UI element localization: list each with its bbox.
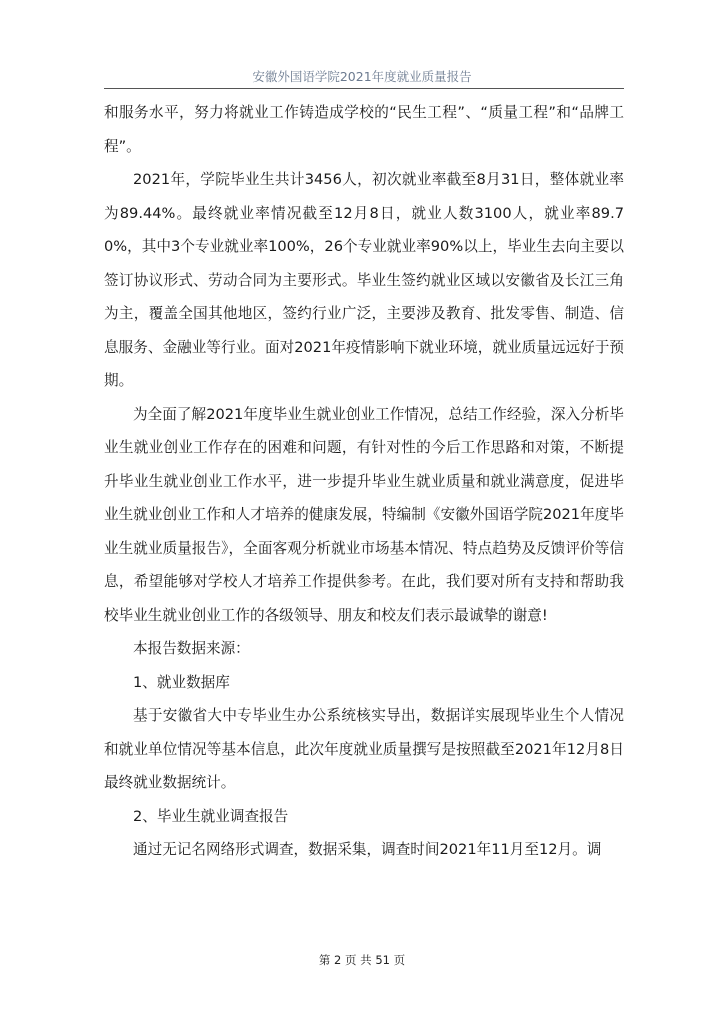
page-header: 安徽外国语学院2021年度就业质量报告 xyxy=(252,69,472,84)
paragraph-employment-summary: 2021年，学院毕业生共计3456人，初次就业率截至8月31日，整体就业率为89.44%。最终就业率情况截至12月8日，就业人数3100人，就业率89.70%，其中3个专业就业率100%，26个专业就业率90%以上，毕业生去向主要以签订协议形式、劳动合同为主要形式。毕业生签约就业区域以安徽省及长江三角为主，覆盖全国其他地区，签约行业广泛，主要涉及教育、批发零售、制造、信息服务、金融业等行业。面对2021年疫情影响下就业环境，就业质量远远好于预期。 xyxy=(104,171,624,389)
data-sources-heading: 本报告数据来源： xyxy=(133,640,250,657)
document-body xyxy=(104,96,624,867)
paragraph-report-purpose: 为全面了解2021年度毕业生就业创业工作情况，总结工作经验，深入分析毕业生就业创业工作存在的困难和问题，有针对性的今后工作思路和对策，不断提升毕业生就业创业工作水平，进一步提升毕业生就业质量和就业满意度，促进毕业生就业创业工作和人才培养的健康发展，特编制《安徽外国语学院2021年度毕业生就业质量报告》，全面客观分析就业市场基本情况、特点趋势及反馈评价等信息，希望能够对学校人才培养工作提供参考。在此，我们要对所有支持和帮助我校毕业生就业创业工作的各级领导、朋友和校友们表示最诚挚的谢意! xyxy=(104,405,624,624)
header-divider xyxy=(104,88,624,89)
paragraph-continuation: 和服务水平，努力将就业工作铸造成学校的“民生工程”、“质量工程”和“品牌工程”。 xyxy=(104,104,624,155)
page-number: 第 2 页 共 51 页 xyxy=(318,953,406,967)
paragraph-database-description: 基于安徽省大中专毕业生办公系统核实导出，数据详实展现毕业生个人情况和就业单位情况等基本信息，此次年度就业质量撰写是按照截至2021年12月8日最终就业数据统计。 xyxy=(104,707,624,791)
paragraph-survey-description: 通过无记名网络形式调查，数据采集，调查时间2021年11月至12月。调 xyxy=(133,841,602,858)
source-item-survey-report: 2、毕业生就业调查报告 xyxy=(133,807,289,825)
source-item-employment-database: 1、就业数据库 xyxy=(133,673,230,691)
